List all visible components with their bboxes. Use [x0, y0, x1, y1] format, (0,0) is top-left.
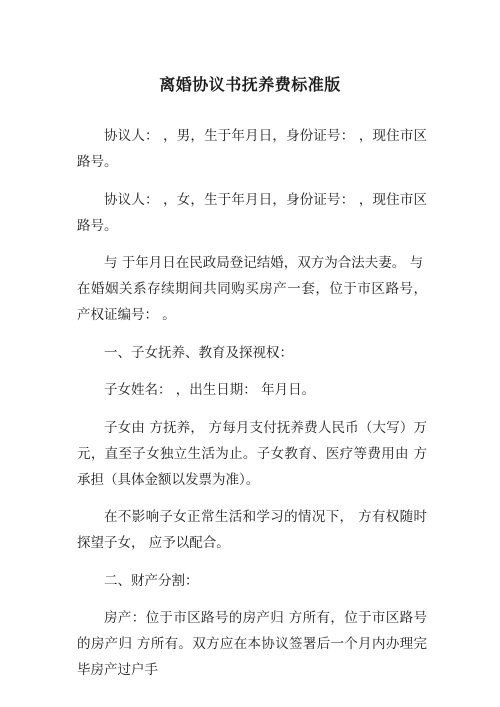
visitation-paragraph: 在不影响子女正常生活和学习的情况下， 方有权随时探望子女， 应予以配合。	[77, 509, 427, 551]
party-two-paragraph: 协议人： ，女，生于年月日，身份证号： ，现住市区路号。	[77, 191, 427, 234]
document-title: 离婚协议书抚养费标准版	[159, 75, 341, 94]
child-info-paragraph: 子女姓名： ，出生日期： 年月日。	[104, 382, 316, 398]
section-heading-property: 二、财产分割：	[104, 572, 199, 589]
child-support-paragraph: 子女由 方抚养， 方每月支付抚养费人民币（大写）万元，直至子女独立生活为止。子女教育、医疗等费用由 方承担（具体金额以发票为准）。	[77, 419, 427, 488]
property-division-paragraph: 房产：位于市区路号的房产归 方所有，位于市区路号的房产归 方所有。双方应在本协议签署后一个月内办理完毕房产过户手	[77, 610, 427, 678]
document-body	[77, 123, 427, 695]
marriage-registration-paragraph: 与 于年月日在民政局登记结婚，双方为合法夫妻。 与	[104, 255, 424, 271]
party-one-paragraph: 协议人： ，男，生于年月日，身份证号： ，现住市区路号。	[77, 128, 427, 170]
joint-property-paragraph: 在婚姻关系存续期间共同购买房产一套，位于市区路号，产权证编号： 。	[77, 281, 427, 323]
section-heading-custody: 一、子女抚养、教育及探视权：	[104, 344, 293, 361]
